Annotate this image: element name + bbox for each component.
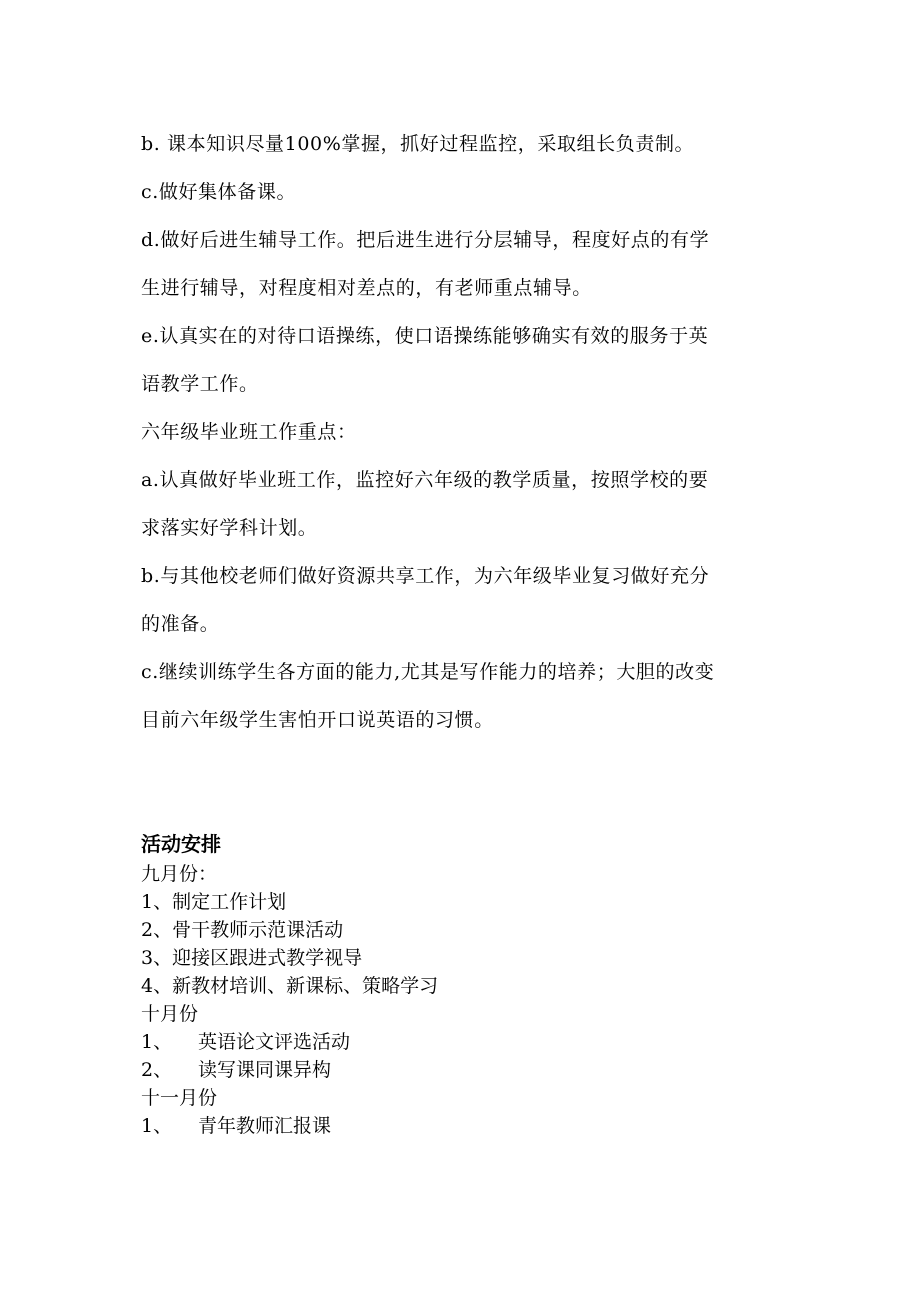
- schedule-item: [141, 1112, 801, 1140]
- paragraph-line: b.与其他校老师们做好资源共享工作，为六年级毕业复习做好充分: [141, 565, 710, 587]
- paragraph-line: b. 课本知识尽量100%掌握，抓好过程监控，采取组长负责制。: [141, 133, 695, 155]
- paragraph-line: 目前六年级学生害怕开口说英语的习惯。: [141, 709, 494, 731]
- paragraph-line: c.做好集体备课。: [141, 181, 297, 203]
- schedule-item: 2、骨干教师示范课活动: [141, 919, 344, 941]
- work-plan-body: [141, 120, 801, 744]
- item-number: 1、: [141, 1031, 173, 1053]
- month-label-november: 十一月份: [141, 1087, 218, 1109]
- schedule-item: [141, 1056, 801, 1084]
- paragraph-line: a.认真做好毕业班工作，监控好六年级的教学质量，按照学校的要: [141, 469, 709, 491]
- schedule-heading: 活动安排: [141, 832, 221, 856]
- item-text: 青年教师汇报课: [198, 1115, 332, 1137]
- schedule-item: 3、迎接区跟进式教学视导: [141, 947, 363, 969]
- activity-schedule: [141, 828, 801, 1140]
- paragraph-line: 语教学工作。: [141, 373, 259, 395]
- paragraph-line: c.继续训练学生各方面的能力,尤其是写作能力的培养；大胆的改变: [141, 661, 715, 683]
- paragraph-line: 求落实好学科计划。: [141, 517, 318, 539]
- paragraph-line: e.认真实在的对待口语操练，使口语操练能够确实有效的服务于英: [141, 325, 709, 347]
- schedule-item: 1、制定工作计划: [141, 891, 287, 913]
- paragraph-line: 生进行辅导，对程度相对差点的，有老师重点辅导。: [141, 277, 592, 299]
- item-number: 1、: [141, 1115, 173, 1137]
- paragraph-line: 的准备。: [141, 613, 220, 635]
- item-number: 2、: [141, 1059, 173, 1081]
- month-label-october: 十月份: [141, 1003, 199, 1025]
- month-label-september: 九月份：: [141, 863, 218, 885]
- item-text: 英语论文评选活动: [198, 1031, 351, 1053]
- paragraph-line: d.做好后进生辅导工作。把后进生进行分层辅导，程度好点的有学: [141, 229, 710, 251]
- section-subheading: 六年级毕业班工作重点：: [141, 421, 357, 443]
- schedule-item: [141, 1028, 801, 1056]
- schedule-item: 4、新教材培训、新课标、策略学习: [141, 975, 439, 997]
- item-text: 读写课同课异构: [198, 1059, 332, 1081]
